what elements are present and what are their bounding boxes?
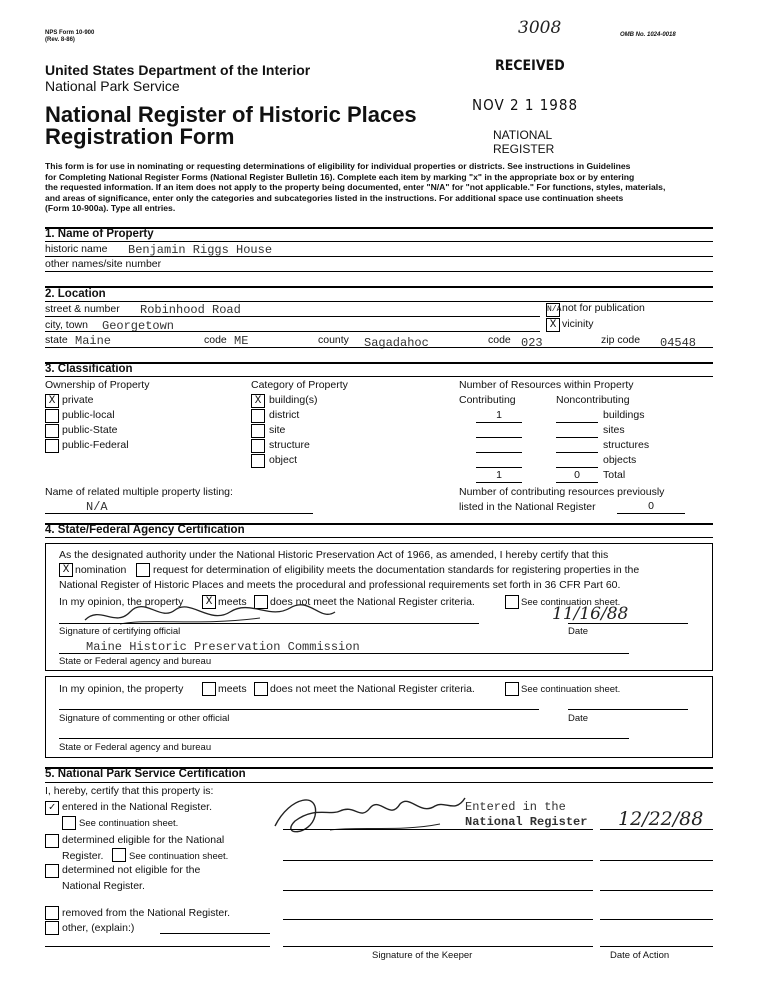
keeper-line	[283, 919, 593, 920]
section-divider	[45, 286, 713, 288]
determined-eligible-checkbox[interactable]	[45, 834, 59, 848]
explain-line	[160, 933, 270, 934]
received-date-stamp: NOV 2 1 1988	[472, 96, 579, 114]
buildings-label: buildings	[603, 409, 645, 421]
field-line	[45, 347, 713, 348]
removed-label: removed from the National Register.	[62, 907, 231, 919]
objects-label: objects	[603, 454, 637, 466]
entered-stamp-line2: National Register	[465, 815, 588, 829]
city-value: Georgetown	[102, 319, 175, 333]
eligible-continuation-checkbox[interactable]	[112, 848, 126, 862]
category-site-checkbox[interactable]	[251, 424, 265, 438]
instructions	[45, 161, 713, 214]
state-value: Maine	[75, 334, 112, 348]
other-date-label: Date	[568, 713, 589, 724]
meets-checkbox[interactable]: X	[202, 595, 216, 609]
contributing-structures	[476, 439, 522, 453]
cert-text-line3: National Register of Historic Places and meets the procedural and professional requirements set forth in 36 CFR Part 60.	[59, 579, 621, 591]
certifying-date-value: 11/16/88	[552, 604, 629, 624]
does-not-meet-label: does not meet the National Register criteria.	[270, 596, 475, 608]
section3-heading: 3. Classification	[45, 363, 133, 375]
field-line	[45, 513, 313, 514]
other-signature-label: Signature of commenting or other official	[59, 713, 230, 724]
contributing-heading: Contributing	[459, 394, 516, 406]
multiple-listing-label: Name of related multiple property listing:	[45, 486, 233, 498]
noncontributing-total: 0	[556, 469, 598, 483]
category-building-label: building(s)	[269, 394, 318, 406]
category-object-label: object	[269, 454, 298, 466]
noncontributing-sites	[556, 424, 598, 438]
state-code-label: code	[204, 334, 227, 346]
other-see-continuation-checkbox[interactable]	[505, 682, 519, 696]
eligible-continuation-label: See continuation sheet.	[129, 851, 229, 862]
entered-checkbox[interactable]: ✓	[45, 801, 59, 815]
other-does-not-meet-label: does not meet the National Register criteria.	[270, 683, 475, 695]
keeper-date-line	[600, 860, 713, 861]
keeper-line	[283, 946, 593, 947]
determined-not-eligible-checkbox[interactable]	[45, 864, 59, 878]
form-title-line2: Registration Form	[45, 124, 235, 149]
see-continuation-label: See continuation sheet.	[521, 597, 621, 608]
category-building-checkbox[interactable]: X	[251, 394, 265, 408]
category-district-label: district	[269, 409, 300, 421]
field-line	[45, 271, 713, 272]
signature-line	[59, 709, 539, 710]
omb-number: OMB No. 1024-0018	[620, 32, 676, 38]
section-divider	[45, 241, 713, 242]
form-number: NPS Form 10-900	[45, 30, 95, 36]
field-line	[45, 316, 540, 317]
category-structure-label: structure	[269, 439, 310, 451]
agency-value: Maine Historic Preservation Commission	[86, 640, 360, 654]
explain-line	[45, 946, 270, 947]
ownership-public-federal-checkbox[interactable]	[45, 439, 59, 453]
certifying-signature-label: Signature of certifying official	[59, 626, 181, 637]
section1-heading: 1. Name of Property	[45, 228, 154, 240]
ownership-public-state-checkbox[interactable]	[45, 424, 59, 438]
category-site-label: site	[269, 424, 286, 436]
entered-continuation-label: See continuation sheet.	[79, 818, 179, 829]
other-meets-label: meets	[218, 683, 247, 695]
noncontributing-heading: Noncontributing	[556, 394, 630, 406]
other-opinion-label: In my opinion, the property	[59, 683, 184, 695]
not-for-publication-checkbox[interactable]: N/A	[546, 303, 560, 317]
register-stamp: REGISTER	[493, 142, 555, 156]
section5-heading: 5. National Park Service Certification	[45, 768, 246, 780]
opinion-label: In my opinion, the property	[59, 596, 184, 608]
other-explain-checkbox[interactable]	[45, 921, 59, 935]
form-revision: (Rev. 8-86)	[45, 37, 75, 43]
date-line	[568, 709, 688, 710]
keeper-date-line	[600, 919, 713, 920]
form-title-line1: National Register of Historic Places	[45, 102, 417, 127]
previously-listed-label-2: listed in the National Register	[459, 501, 596, 513]
category-structure-checkbox[interactable]	[251, 439, 265, 453]
nps-intro: I, hereby, certify that this property is:	[45, 785, 214, 797]
contributing-objects	[476, 454, 522, 468]
other-does-not-meet-checkbox[interactable]	[254, 682, 268, 696]
nomination-label: nomination	[75, 564, 127, 576]
contributing-sites	[476, 424, 522, 438]
other-meets-checkbox[interactable]	[202, 682, 216, 696]
county-label: county	[318, 334, 349, 346]
national-stamp: NATIONAL	[493, 128, 553, 142]
noncontributing-structures	[556, 439, 598, 453]
county-code-label: code	[488, 334, 511, 346]
county-value: Sagadahoc	[364, 336, 429, 350]
section-divider	[45, 362, 713, 364]
keeper-date-value: 12/22/88	[618, 808, 704, 830]
ownership-public-local-checkbox[interactable]	[45, 409, 59, 423]
multiple-listing-value: N/A	[86, 500, 108, 514]
certifying-date-label: Date	[568, 626, 589, 637]
resources-heading: Number of Resources within Property	[459, 379, 634, 391]
ownership-public-federal-label: public-Federal	[62, 439, 129, 451]
instructions-line: and areas of significance, enter only the categories and subcategories listed in the instructions. For additional space use continuation sheets	[45, 192, 624, 203]
category-heading: Category of Property	[251, 379, 348, 391]
contributing-total: 1	[476, 469, 522, 483]
agency-label: State or Federal agency and bureau	[59, 656, 212, 667]
section2-heading: 2. Location	[45, 288, 106, 300]
see-continuation-checkbox[interactable]	[505, 595, 519, 609]
entered-continuation-checkbox[interactable]	[62, 816, 76, 830]
historic-name-value: Benjamin Riggs House	[128, 243, 273, 257]
date-line	[568, 623, 688, 624]
keeper-signature-label: Signature of the Keeper	[372, 950, 473, 961]
keeper-line	[283, 890, 593, 891]
keeper-date-line	[600, 946, 713, 947]
other-agency-label: State or Federal agency and bureau	[59, 742, 212, 753]
contributing-buildings: 1	[476, 409, 522, 423]
signature-line	[59, 623, 479, 624]
determined-eligible-label: determined eligible for the National	[62, 834, 225, 846]
state-label: state	[45, 334, 68, 346]
street-value: Robinhood Road	[140, 303, 241, 317]
nomination-checkbox[interactable]: X	[59, 563, 73, 577]
other-names-label: other names/site number	[45, 258, 162, 270]
ownership-private-label: private	[62, 394, 94, 406]
city-label: city, town	[45, 319, 88, 331]
section-divider	[45, 782, 713, 783]
vicinity-checkbox[interactable]: X	[546, 318, 560, 332]
other-see-continuation-label: See continuation sheet.	[521, 684, 621, 695]
category-district-checkbox[interactable]	[251, 409, 265, 423]
meets-label: meets	[218, 596, 247, 608]
cert-text-line2: request for determination of eligibility meets the documentation standards for registering properties in the	[153, 564, 640, 576]
section-divider	[45, 376, 713, 377]
vicinity-label: vicinity	[562, 318, 594, 330]
ownership-private-checkbox[interactable]: X	[45, 394, 59, 408]
date-of-action-label: Date of Action	[610, 950, 670, 961]
instructions-line: (Form 10-900a). Type all entries.	[45, 203, 176, 213]
instructions-line: for Completing National Register Forms (National Register Bulletin 16). Complete each item by marking "x" in the appropriate box or by entering	[45, 171, 635, 182]
entered-label: entered in the National Register.	[62, 801, 213, 813]
keeper-line	[283, 829, 593, 830]
sites-label: sites	[603, 424, 625, 436]
historic-name-label: historic name	[45, 243, 108, 255]
noncontributing-buildings	[556, 409, 598, 423]
agency-line	[59, 738, 629, 739]
street-label: street & number	[45, 303, 120, 315]
instructions-line: the requested information. If an item does not apply to the property being documented, enter "N/A" for "not applicable." For functions, styles, materials,	[45, 182, 666, 192]
keeper-date-line	[600, 829, 713, 830]
service-name: National Park Service	[45, 78, 180, 94]
handwritten-id: 3008	[518, 18, 562, 38]
ownership-public-state-label: public-State	[62, 424, 118, 436]
entered-stamp-line1: Entered in the	[465, 800, 566, 814]
keeper-signature	[270, 786, 470, 846]
cert-text-line1: As the designated authority under the National Historic Preservation Act of 1966, as amended, I hereby certify that this	[59, 549, 609, 561]
previously-listed-label-1: Number of contributing resources previously	[459, 486, 665, 498]
agency-line	[59, 653, 629, 654]
keeper-line	[283, 860, 593, 861]
received-stamp: RECEIVED	[495, 58, 565, 74]
zip-label: zip code	[601, 334, 641, 346]
determined-eligible-label-2: Register.	[62, 850, 104, 862]
ownership-public-local-label: public-local	[62, 409, 115, 421]
determined-not-eligible-label: determined not eligible for the	[62, 864, 201, 876]
field-line	[45, 331, 540, 332]
structures-label: structures	[603, 439, 650, 451]
section4-heading: 4. State/Federal Agency Certification	[45, 524, 245, 536]
removed-checkbox[interactable]	[45, 906, 59, 920]
state-code-value: ME	[234, 334, 249, 348]
instructions-line: This form is for use in nominating or requesting determinations of eligibility for individual properties or districts. See instructions in Guidelines	[45, 161, 631, 171]
department-name: United States Department of the Interior	[45, 62, 311, 78]
noncontributing-objects	[556, 454, 598, 468]
determined-not-eligible-label-2: National Register.	[62, 880, 145, 892]
zip-value: 04548	[660, 336, 697, 350]
category-object-checkbox[interactable]	[251, 454, 265, 468]
request-determination-checkbox[interactable]	[136, 563, 150, 577]
field-line	[45, 256, 713, 257]
keeper-date-line	[600, 890, 713, 891]
ownership-heading: Ownership of Property	[45, 379, 150, 391]
not-for-publication-label: not for publication	[562, 302, 645, 314]
previously-listed-value: 0	[617, 500, 685, 514]
total-label: Total	[603, 469, 626, 481]
county-code-value: 023	[521, 336, 543, 350]
section-divider	[45, 537, 713, 538]
other-explain-label: other, (explain:)	[62, 922, 135, 934]
